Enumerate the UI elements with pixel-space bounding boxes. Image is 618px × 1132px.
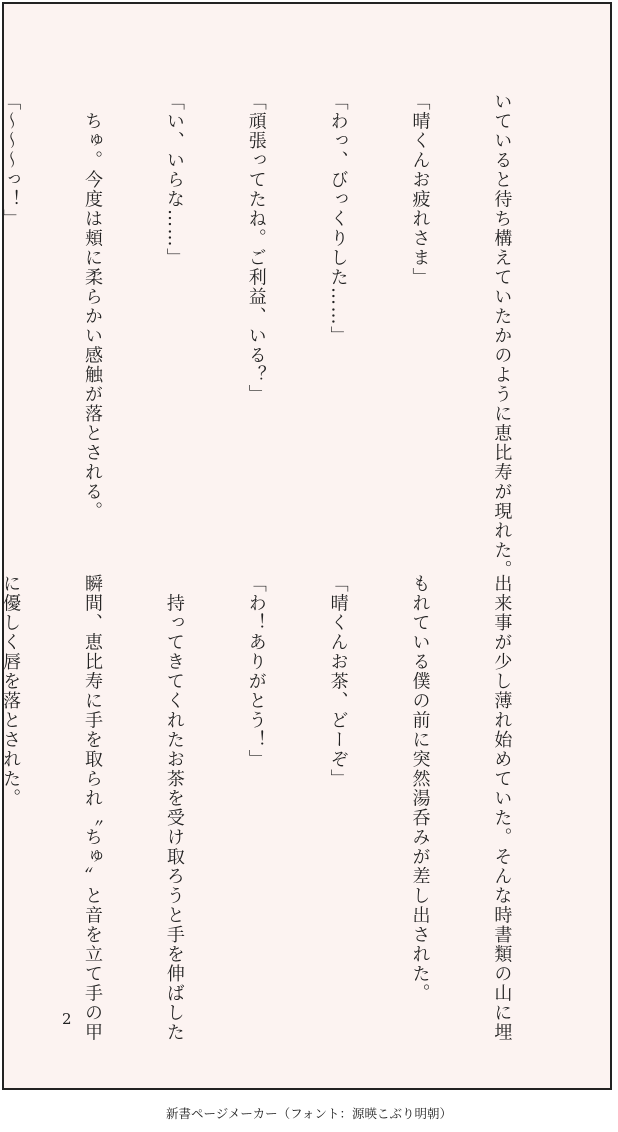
text-line: 「わっ、びっくりした……」: [327, 92, 349, 346]
text-line: ちゅ。今度は頬に柔らかい感触が落とされる。: [81, 92, 103, 521]
text-line: いていると待ち構えていたかのように恵比寿が現れた。: [491, 92, 513, 580]
text-line: 持ってきてくれたお茶を受け取ろうと手を伸ばした: [163, 574, 185, 1042]
text-line: 「わ！ありがとう！」: [245, 574, 267, 769]
text-line: もれている僕の前に突然湯呑みが差し出された。: [409, 574, 431, 1003]
text-line: 出来事が少し薄れ始めていた。そんな時書類の山に埋: [491, 574, 513, 1042]
text-line: 「い、いらな……」: [163, 92, 185, 268]
footer-credit: 新書ページメーカー（フォント：源暎こぶり明朝）: [165, 1106, 452, 1121]
text-block-top: [0, 92, 570, 580]
text-block-bottom: [0, 574, 570, 1044]
text-line: 「〜〜〜っ！」: [0, 92, 22, 229]
page-number: 2: [62, 1010, 72, 1028]
document-page: [2, 2, 612, 1090]
text-line: 「晴くんお疲れさま」: [409, 92, 431, 287]
text-line: 「晴くんお茶、どーぞ」: [327, 574, 349, 789]
text-line: 瞬間、恵比寿に手を取られ〝ちゅ〟と音を立て手の甲: [81, 574, 103, 1042]
text-line: 「頑張ってたね。ご利益、いる？」: [245, 92, 267, 404]
text-line: に優しく唇を落とされた。: [0, 574, 22, 808]
